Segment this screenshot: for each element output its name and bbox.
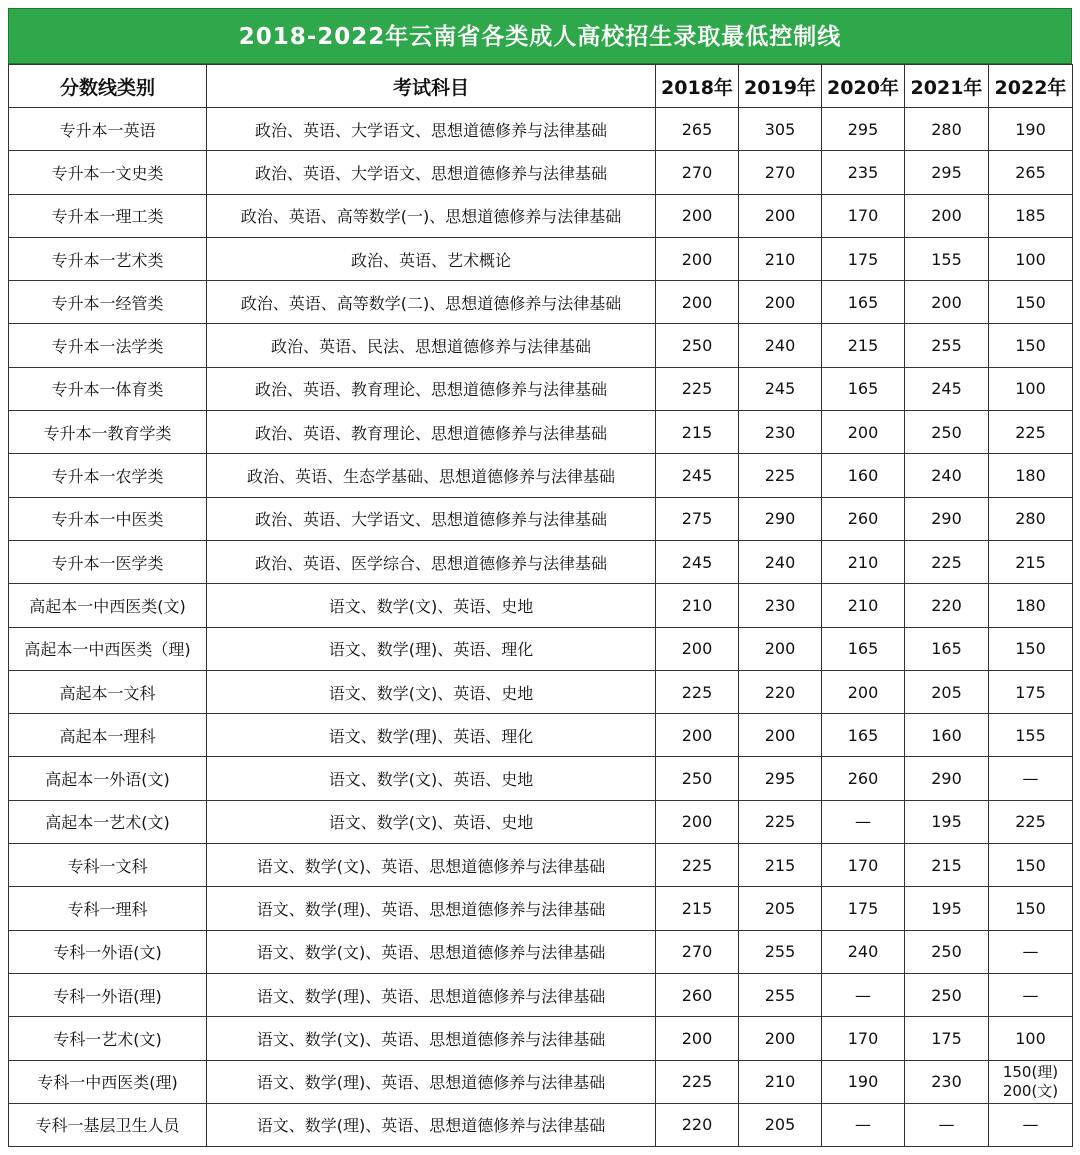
score-cell: 260 — [822, 497, 905, 540]
category-cell: 高起本一中西医类(文) — [9, 584, 207, 627]
score-cell: 270 — [656, 930, 739, 973]
score-cell: 225 — [656, 1060, 739, 1103]
score-cell: 215 — [739, 844, 822, 887]
score-line: 150(理) — [1002, 1062, 1059, 1081]
score-cell: 235 — [822, 151, 905, 194]
subjects-cell: 政治、英语、医学综合、思想道德修养与法律基础 — [207, 540, 656, 583]
score-cell: 225 — [739, 454, 822, 497]
score-cell: 150 — [989, 281, 1073, 324]
score-cell: 175 — [822, 237, 905, 280]
subjects-cell: 语文、数学(理)、英语、理化 — [207, 627, 656, 670]
score-table-page — [8, 8, 1072, 1147]
score-cell: 265 — [656, 108, 739, 151]
subjects-cell: 语文、数学(理)、英语、思想道德修养与法律基础 — [207, 887, 656, 930]
table-row — [9, 540, 1073, 583]
score-cell: 200 — [739, 1017, 822, 1060]
score-cell: 200 — [822, 411, 905, 454]
header-year-2020: 2020年 — [822, 65, 905, 108]
score-cell: 150 — [989, 844, 1073, 887]
score-cell: 205 — [739, 1103, 822, 1146]
score-cell: 295 — [822, 108, 905, 151]
subjects-cell: 政治、英语、大学语文、思想道德修养与法律基础 — [207, 497, 656, 540]
score-cell: 100 — [989, 367, 1073, 410]
score-cell: 200 — [656, 281, 739, 324]
score-cell: 200 — [822, 670, 905, 713]
score-cell: 255 — [739, 930, 822, 973]
subjects-cell: 语文、数学(理)、英语、思想道德修养与法律基础 — [207, 1060, 656, 1103]
score-cell: 200 — [905, 194, 989, 237]
score-cell: 170 — [822, 844, 905, 887]
table-body — [9, 108, 1073, 1147]
score-cell: 245 — [905, 367, 989, 410]
score-cell: 265 — [989, 151, 1073, 194]
category-cell: 专科一基层卫生人员 — [9, 1103, 207, 1146]
category-cell: 专升本一中医类 — [9, 497, 207, 540]
score-cell: 260 — [822, 757, 905, 800]
subjects-cell: 政治、英语、大学语文、思想道德修养与法律基础 — [207, 108, 656, 151]
table-row — [9, 108, 1073, 151]
score-cell — [989, 1060, 1073, 1103]
score-cell: 200 — [739, 627, 822, 670]
score-cell: 220 — [739, 670, 822, 713]
subjects-cell: 语文、数学(文)、英语、史地 — [207, 800, 656, 843]
score-table — [8, 64, 1073, 1147]
score-cell: 215 — [656, 411, 739, 454]
score-cell: 230 — [739, 411, 822, 454]
score-cell: 290 — [905, 757, 989, 800]
table-row — [9, 1060, 1073, 1103]
score-cell: 225 — [989, 411, 1073, 454]
score-cell: 200 — [656, 237, 739, 280]
subjects-cell: 语文、数学(理)、英语、思想道德修养与法律基础 — [207, 973, 656, 1016]
table-row — [9, 584, 1073, 627]
header-year-2021: 2021年 — [905, 65, 989, 108]
category-cell: 专升本一理工类 — [9, 194, 207, 237]
table-row — [9, 714, 1073, 757]
score-cell: 165 — [822, 367, 905, 410]
table-row — [9, 411, 1073, 454]
score-cell: 195 — [905, 800, 989, 843]
category-cell: 专升本一经管类 — [9, 281, 207, 324]
score-cell: 280 — [989, 497, 1073, 540]
table-title: 2018-2022年云南省各类成人高校招生录取最低控制线 — [8, 8, 1072, 64]
category-cell: 专升本一英语 — [9, 108, 207, 151]
score-cell: 220 — [656, 1103, 739, 1146]
score-cell: 225 — [905, 540, 989, 583]
score-cell: 305 — [739, 108, 822, 151]
score-cell: 250 — [905, 930, 989, 973]
table-row — [9, 670, 1073, 713]
score-cell: — — [905, 1103, 989, 1146]
header-category: 分数线类别 — [9, 65, 207, 108]
score-cell: — — [822, 973, 905, 1016]
score-cell: 175 — [822, 887, 905, 930]
subjects-cell: 政治、英语、教育理论、思想道德修养与法律基础 — [207, 411, 656, 454]
score-cell: 295 — [905, 151, 989, 194]
category-cell: 高起本一中西医类（理) — [9, 627, 207, 670]
score-cell: 190 — [989, 108, 1073, 151]
table-row — [9, 627, 1073, 670]
score-cell: 295 — [739, 757, 822, 800]
score-cell: 175 — [905, 1017, 989, 1060]
score-cell: 165 — [822, 627, 905, 670]
table-row — [9, 194, 1073, 237]
score-cell: 240 — [822, 930, 905, 973]
score-cell: 225 — [739, 800, 822, 843]
score-cell: 100 — [989, 237, 1073, 280]
score-cell: 165 — [905, 627, 989, 670]
score-cell: 260 — [656, 973, 739, 1016]
score-cell: 200 — [656, 1017, 739, 1060]
table-row — [9, 887, 1073, 930]
score-cell: 200 — [739, 714, 822, 757]
table-row — [9, 454, 1073, 497]
score-cell: 205 — [905, 670, 989, 713]
category-cell: 高起本一文科 — [9, 670, 207, 713]
score-cell: 275 — [656, 497, 739, 540]
score-cell: 195 — [905, 887, 989, 930]
score-cell: 270 — [739, 151, 822, 194]
score-cell: 200 — [739, 194, 822, 237]
header-row — [9, 65, 1073, 108]
score-cell: 220 — [905, 584, 989, 627]
score-cell: 175 — [989, 670, 1073, 713]
table-row — [9, 757, 1073, 800]
score-cell: 240 — [739, 324, 822, 367]
subjects-cell: 语文、数学(理)、英语、理化 — [207, 714, 656, 757]
table-row — [9, 151, 1073, 194]
score-cell: 225 — [989, 800, 1073, 843]
score-cell: — — [989, 1103, 1073, 1146]
score-cell: 185 — [989, 194, 1073, 237]
score-cell: 240 — [905, 454, 989, 497]
category-cell: 专升本一法学类 — [9, 324, 207, 367]
score-cell: 215 — [822, 324, 905, 367]
subjects-cell: 语文、数学(文)、英语、思想道德修养与法律基础 — [207, 930, 656, 973]
score-cell: 190 — [822, 1060, 905, 1103]
score-cell: 150 — [989, 627, 1073, 670]
table-row — [9, 237, 1073, 280]
header-year-2019: 2019年 — [739, 65, 822, 108]
score-cell: 280 — [905, 108, 989, 151]
subjects-cell: 政治、英语、民法、思想道德修养与法律基础 — [207, 324, 656, 367]
category-cell: 专升本一体育类 — [9, 367, 207, 410]
score-cell: 210 — [822, 584, 905, 627]
score-cell: 210 — [822, 540, 905, 583]
category-cell: 专升本一文史类 — [9, 151, 207, 194]
score-cell: 150 — [989, 887, 1073, 930]
score-cell: 200 — [739, 281, 822, 324]
category-cell: 专科一艺术(文) — [9, 1017, 207, 1060]
score-cell: 210 — [739, 237, 822, 280]
header-year-2022: 2022年 — [989, 65, 1073, 108]
category-cell: 专科一外语(理) — [9, 973, 207, 1016]
category-cell: 高起本一艺术(文) — [9, 800, 207, 843]
score-cell: 245 — [656, 454, 739, 497]
subjects-cell: 政治、英语、高等数学(一)、思想道德修养与法律基础 — [207, 194, 656, 237]
category-cell: 专科一理科 — [9, 887, 207, 930]
score-cell: — — [989, 973, 1073, 1016]
category-cell: 专科一中西医类(理) — [9, 1060, 207, 1103]
score-cell: 245 — [739, 367, 822, 410]
score-cell: 290 — [905, 497, 989, 540]
score-cell: 245 — [656, 540, 739, 583]
score-cell: 165 — [822, 281, 905, 324]
score-cell: 180 — [989, 454, 1073, 497]
score-cell: 255 — [905, 324, 989, 367]
score-cell: 100 — [989, 1017, 1073, 1060]
category-cell: 专升本一农学类 — [9, 454, 207, 497]
category-cell: 专科一文科 — [9, 844, 207, 887]
subjects-cell: 政治、英语、大学语文、思想道德修养与法律基础 — [207, 151, 656, 194]
score-cell: 170 — [822, 194, 905, 237]
score-line: 200(文) — [1002, 1081, 1059, 1100]
score-cell: 155 — [989, 714, 1073, 757]
score-cell: 250 — [905, 973, 989, 1016]
score-cell: 200 — [656, 714, 739, 757]
score-cell: 290 — [739, 497, 822, 540]
subjects-cell: 语文、数学(文)、英语、史地 — [207, 584, 656, 627]
table-row — [9, 324, 1073, 367]
score-cell: 250 — [656, 324, 739, 367]
score-cell: 150 — [989, 324, 1073, 367]
score-cell: 180 — [989, 584, 1073, 627]
subjects-cell: 政治、英语、教育理论、思想道德修养与法律基础 — [207, 367, 656, 410]
score-cell: 215 — [989, 540, 1073, 583]
score-cell: 215 — [656, 887, 739, 930]
category-cell: 专升本一艺术类 — [9, 237, 207, 280]
score-cell: — — [989, 757, 1073, 800]
score-cell: 215 — [905, 844, 989, 887]
score-cell: 170 — [822, 1017, 905, 1060]
score-cell: — — [989, 930, 1073, 973]
table-row — [9, 367, 1073, 410]
table-row — [9, 1017, 1073, 1060]
subjects-cell: 政治、英语、艺术概论 — [207, 237, 656, 280]
table-row — [9, 800, 1073, 843]
score-cell: 200 — [656, 627, 739, 670]
score-cell: 155 — [905, 237, 989, 280]
score-cell: 165 — [822, 714, 905, 757]
score-cell: 230 — [905, 1060, 989, 1103]
subjects-cell: 语文、数学(文)、英语、史地 — [207, 670, 656, 713]
header-subjects: 考试科目 — [207, 65, 656, 108]
score-cell: 200 — [656, 194, 739, 237]
score-cell: 250 — [905, 411, 989, 454]
score-cell: 250 — [656, 757, 739, 800]
score-cell: 205 — [739, 887, 822, 930]
category-cell: 高起本一理科 — [9, 714, 207, 757]
score-cell: 270 — [656, 151, 739, 194]
category-cell: 专科一外语(文) — [9, 930, 207, 973]
subjects-cell: 语文、数学(文)、英语、思想道德修养与法律基础 — [207, 1017, 656, 1060]
subjects-cell: 政治、英语、高等数学(二)、思想道德修养与法律基础 — [207, 281, 656, 324]
table-row — [9, 973, 1073, 1016]
table-row — [9, 281, 1073, 324]
score-cell: 225 — [656, 367, 739, 410]
score-cell: 200 — [905, 281, 989, 324]
score-cell: 255 — [739, 973, 822, 1016]
table-row — [9, 1103, 1073, 1146]
score-cell: 160 — [905, 714, 989, 757]
table-row — [9, 844, 1073, 887]
score-cell: 210 — [656, 584, 739, 627]
category-cell: 专升本一教育学类 — [9, 411, 207, 454]
category-cell: 专升本一医学类 — [9, 540, 207, 583]
score-cell: 210 — [739, 1060, 822, 1103]
header-year-2018: 2018年 — [656, 65, 739, 108]
score-cell: 200 — [656, 800, 739, 843]
table-row — [9, 497, 1073, 540]
score-cell: 225 — [656, 670, 739, 713]
score-cell: — — [822, 1103, 905, 1146]
score-cell: 240 — [739, 540, 822, 583]
score-cell: 230 — [739, 584, 822, 627]
category-cell: 高起本一外语(文) — [9, 757, 207, 800]
subjects-cell: 语文、数学(文)、英语、思想道德修养与法律基础 — [207, 844, 656, 887]
subjects-cell: 语文、数学(文)、英语、史地 — [207, 757, 656, 800]
score-cell: 160 — [822, 454, 905, 497]
table-row — [9, 930, 1073, 973]
score-cell: 225 — [656, 844, 739, 887]
score-cell: — — [822, 800, 905, 843]
subjects-cell: 语文、数学(理)、英语、思想道德修养与法律基础 — [207, 1103, 656, 1146]
subjects-cell: 政治、英语、生态学基础、思想道德修养与法律基础 — [207, 454, 656, 497]
